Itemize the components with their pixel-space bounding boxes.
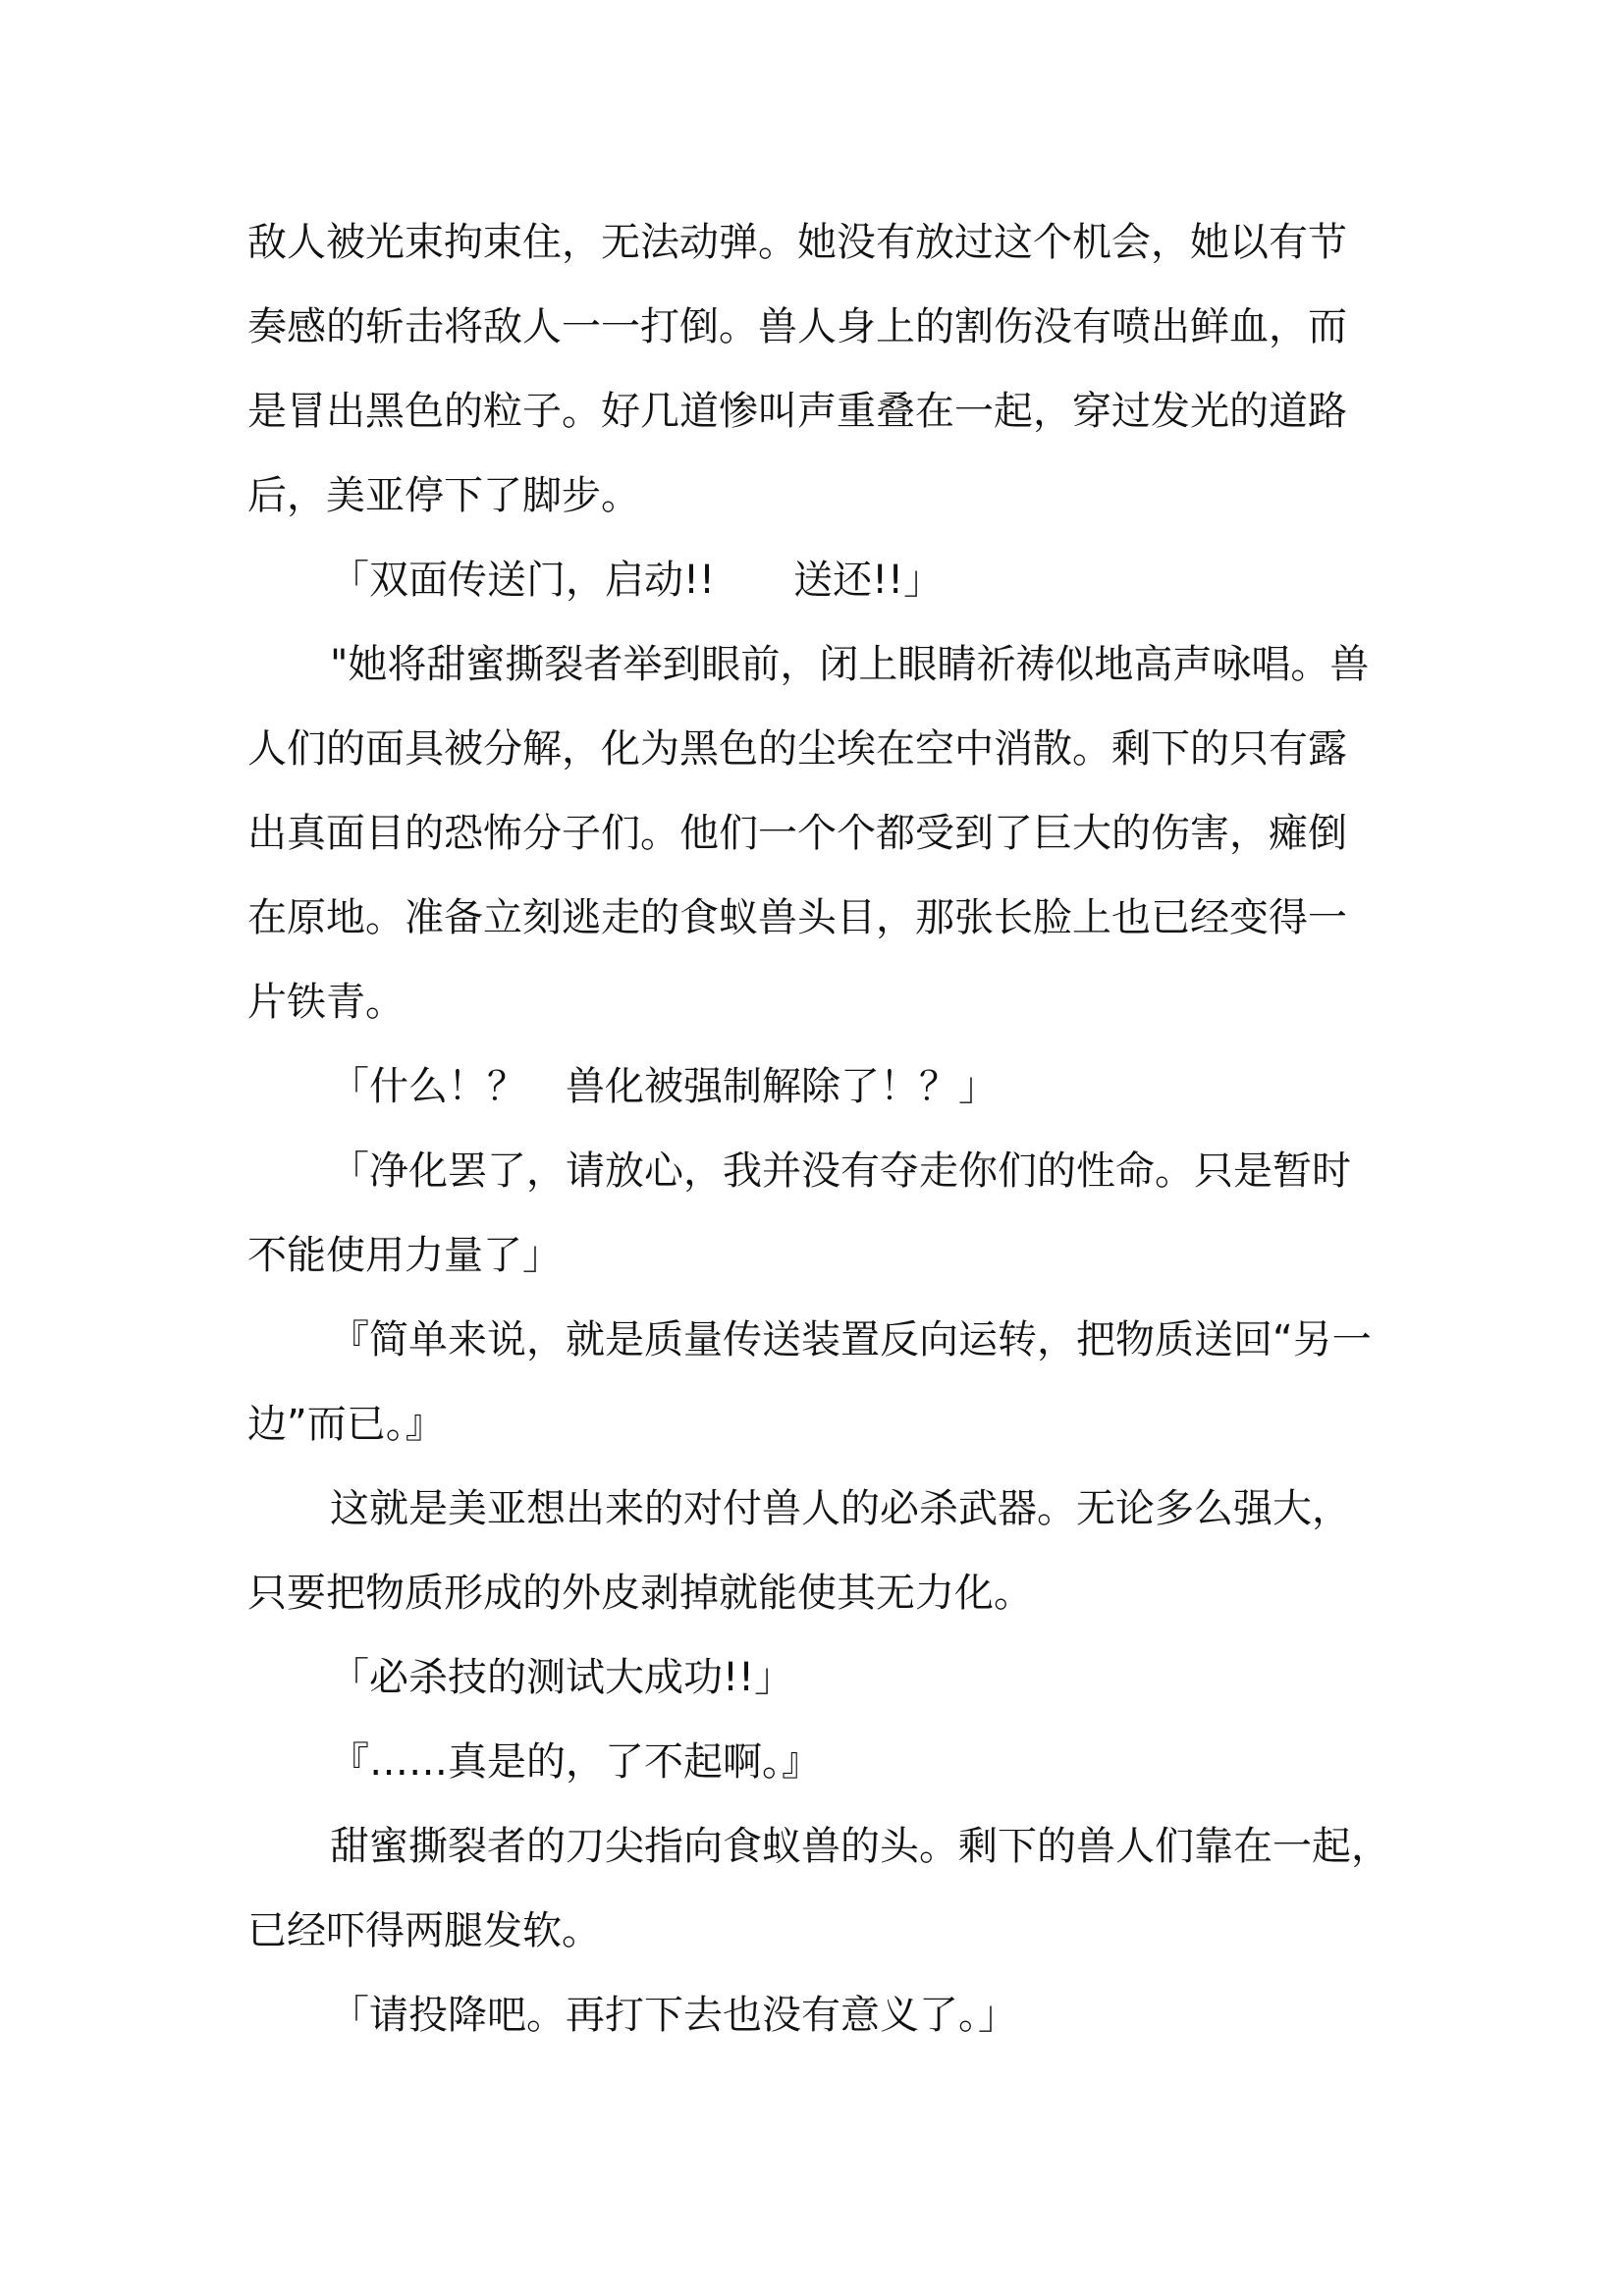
text-line-14: 『简单来说，就是质量传送装置反向运转，把物质送回“另一 — [330, 1317, 1372, 1362]
text-line-21: 已经吓得两腿发软。 — [247, 1908, 601, 1953]
text-line-4: 后，美亚停下了脚步。 — [247, 473, 640, 518]
text-line-2: 奏感的斩击将敌人一一打倒。兽人身上的割伤没有喷出鲜血，而 — [247, 304, 1347, 349]
text-line-18: 「必杀技的测试大成功!!」 — [330, 1655, 794, 1700]
text-line-17: 只要把物质形成的外皮剥掉就能使其无力化。 — [247, 1571, 1033, 1616]
text-line-11: 「什么！？ 兽化被强制解除了！？」 — [330, 1064, 998, 1109]
text-line-3: 是冒出黑色的粒子。好几道惨叫声重叠在一起，穿过发光的道路 — [247, 389, 1347, 434]
text-line-10: 片铁青。 — [247, 980, 405, 1025]
text-line-22: 「请投降吧。再打下去也没有意义了。」 — [330, 1993, 1017, 2038]
text-line-19: 『……真是的，了不起啊。』 — [330, 1739, 821, 1785]
text-line-13: 不能使用力量了」 — [247, 1233, 562, 1278]
text-line-15: 边”而已。』 — [247, 1402, 445, 1447]
text-line-9: 在原地。准备立刻逃走的食蚁兽头目，那张长脸上也已经变得一 — [247, 895, 1347, 940]
text-line-6: "她将甜蜜撕裂者举到眼前，闭上眼睛祈祷似地高声咏唱。兽 — [330, 642, 1370, 687]
text-line-8: 出真面目的恐怖分子们。他们一个个都受到了巨大的伤害，瘫倒 — [247, 811, 1347, 856]
text-line-20: 甜蜜撕裂者的刀尖指向食蚁兽的头。剩下的兽人们靠在一起， — [330, 1824, 1390, 1869]
text-line-16: 这就是美亚想出来的对付兽人的必杀武器。无论多么强大， — [330, 1486, 1351, 1531]
text-line-12: 「净化罢了，请放心，我并没有夺走你们的性命。只是暂时 — [330, 1148, 1351, 1194]
text-line-7: 人们的面具被分解，化为黑色的尘埃在空中消散。剩下的只有露 — [247, 726, 1347, 772]
text-line-1: 敌人被光束拘束住，无法动弹。她没有放过这个机会，她以有节 — [247, 220, 1347, 265]
text-line-5: 「双面传送门，启动!! 送还!!」 — [330, 558, 944, 603]
